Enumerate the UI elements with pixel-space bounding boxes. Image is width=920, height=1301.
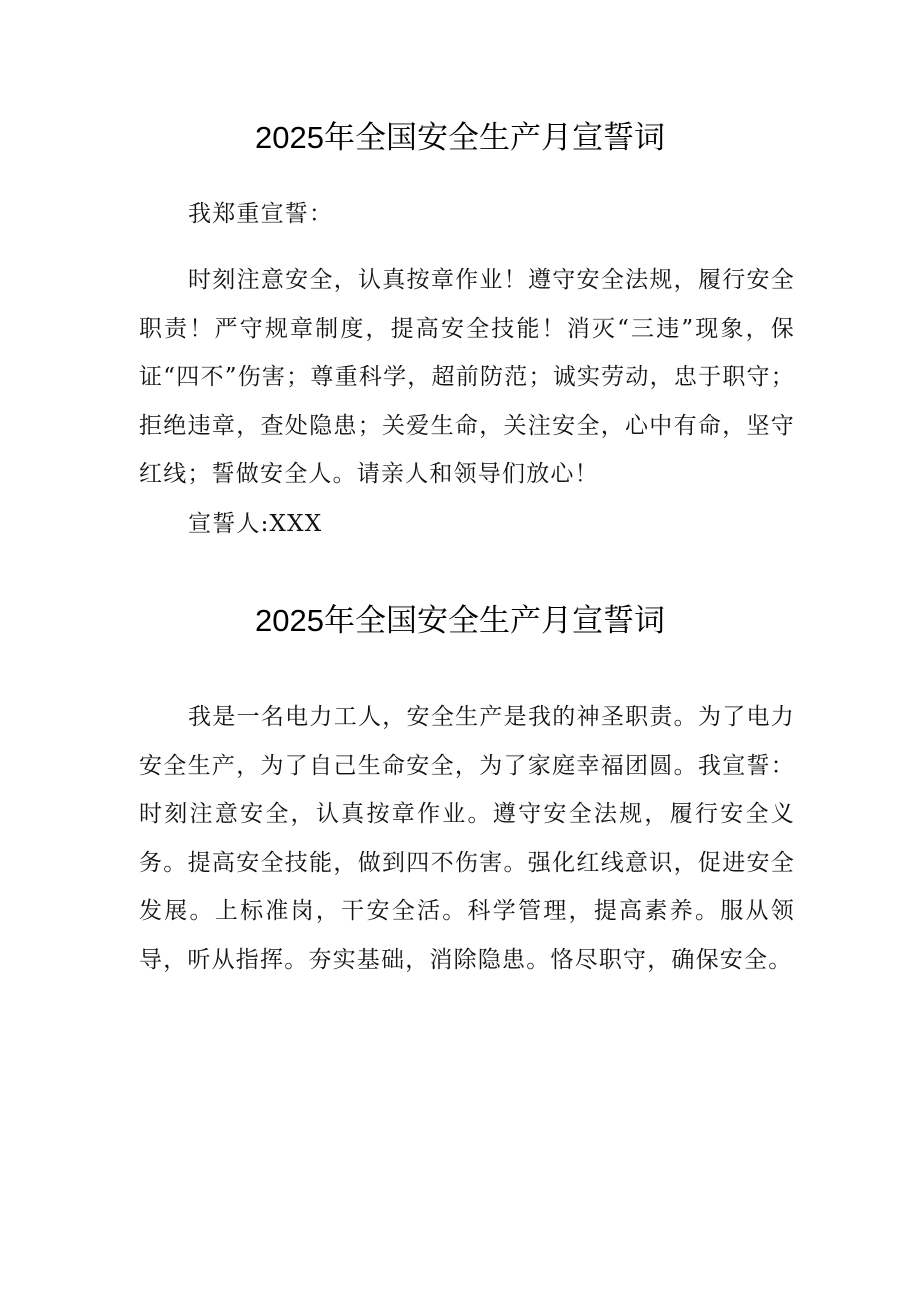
- oath-paragraph-2: 我是一名电力工人，安全生产是我的神圣职责。为了电力安全生产，为了自己生命安全，为了家庭幸福团圆。我宣誓：时刻注意安全，认真按章作业。遵守安全法规，履行安全义务。提高安全技能，做到四不伤害。强化红线意识，促进安全发展。上标准岗，干安全活。科学管理，提高素养。服从领导，听从指挥。夯实基础，消除隐患。恪尽职守，确保安全。: [139, 704, 795, 973]
- oath-title-1: 2025年全国安全生产月宣誓词: [255, 120, 665, 155]
- oath-title-2: 2025年全国安全生产月宣誓词: [255, 603, 665, 638]
- oath-signer: 宣誓人:XXX: [188, 511, 323, 537]
- oath-paragraph-1: 时刻注意安全，认真按章作业！遵守安全法规，履行安全职责！严守规章制度，提高安全技能！消灭“三违”现象，保证“四不”伤害；尊重科学，超前防范；诚实劳动，忠于职守；拒绝违章，查处隐患；关爱生命，关注安全，心中有命，坚守红线；誓做安全人。请亲人和领导们放心！: [139, 267, 795, 487]
- oath-opening-line: 我郑重宣誓：: [188, 201, 334, 227]
